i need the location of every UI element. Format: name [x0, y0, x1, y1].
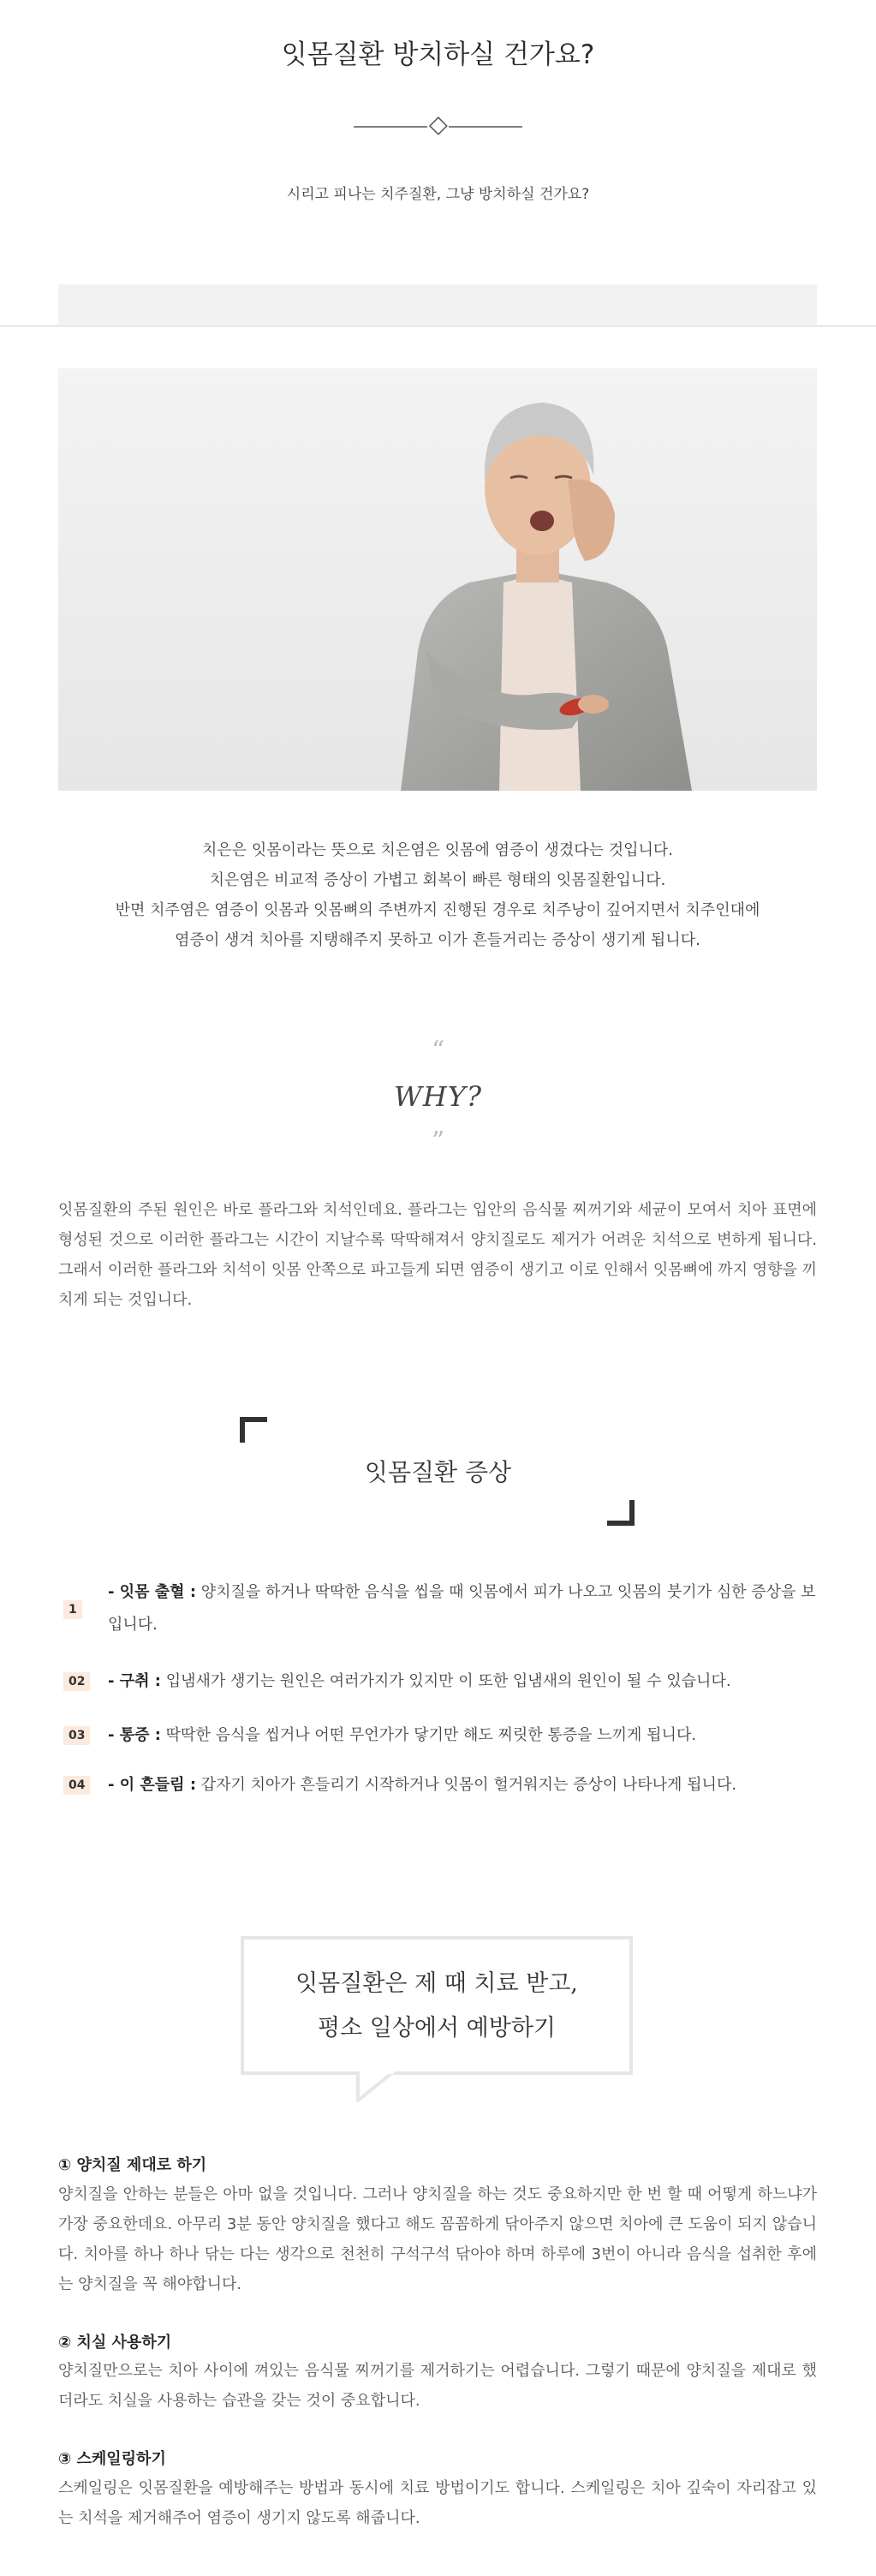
speech-bubble: [241, 1936, 633, 2075]
open-quote-icon: “: [431, 1036, 445, 1066]
elderly-man-toothache-illustration: [58, 368, 817, 791]
tip-body: 양치질만으로는 치아 사이에 껴있는 음식물 찌꺼기를 제거하기는 어렵습니다. 그렇기 때문에 양치질을 제대로 했더라도 치실을 사용하는 습관을 갖는 것이 중요합니다.: [58, 2362, 817, 2410]
intro-line: 반면 치주염은 염증이 잇몸과 잇몸뼈의 주변까지 진행된 경우로 치주낭이 깊어지면서 치주인대에: [115, 901, 760, 919]
bubble-text: [244, 1962, 629, 2051]
symptoms-title: 잇몸질환 증상: [364, 1458, 512, 1486]
symptom-label: - 이 흔들림 :: [108, 1776, 197, 1794]
intro-line: 염증이 생겨 치아를 지탱해주지 못하고 이가 흔들거리는 증상이 생기게 됩니다.: [175, 931, 700, 949]
symptom-text: 딱딱한 음식을 씹거나 어떤 무언가가 닿기만 해도 찌릿한 통증을 느끼게 됩니다.: [160, 1726, 697, 1744]
symptom-number-badge: 02: [63, 1672, 90, 1691]
symptom-label: - 구취 :: [108, 1672, 161, 1690]
bubble-line: 잇몸질환은 제 때 치료 받고,: [295, 1970, 578, 1997]
page-subtitle: 시리고 피나는 치주질환, 그냥 방치하실 건가요?: [286, 186, 590, 203]
intro-paragraph: [58, 835, 817, 955]
diamond-divider-icon: [354, 117, 522, 137]
symptom-label: - 통증 :: [108, 1726, 161, 1744]
bubble-line: 평소 일상에서 예방하기: [318, 2015, 556, 2041]
why-heading: WHY?: [393, 1080, 483, 1113]
tip-title: ② 치실 사용하기: [58, 2334, 172, 2352]
speech-bubble-tail-icon: [356, 2071, 396, 2102]
symptom-number-badge: 03: [63, 1726, 90, 1745]
bracket-bottom-right-icon: [607, 1500, 635, 1526]
tip-body: 스케일링은 잇몸질환을 예방해주는 방법과 동시에 치료 방법이기도 합니다. 스케일링은 치아 깊숙이 자리잡고 있는 치석을 제거해주어 염증이 생기지 않도록 해줍니다.: [58, 2479, 817, 2527]
grey-band: [58, 284, 817, 325]
intro-line: 치은은 잇몸이라는 뜻으로 치은염은 잇몸에 염증이 생겼다는 것입니다.: [201, 841, 674, 859]
close-quote-icon: ”: [431, 1127, 445, 1157]
toothache-photo: [58, 368, 817, 791]
page-title: 잇몸질환 방치하실 건가요?: [281, 39, 595, 70]
symptom-text: 양치질을 하거나 딱딱한 음식을 씹을 때 잇몸에서 피가 나오고 잇몸의 붓기가 심한 증상을 보입니다.: [108, 1583, 816, 1634]
symptom-text: 입냄새가 생기는 원인은 여러가지가 있지만 이 또한 입냄새의 원인이 될 수 있습니다.: [160, 1672, 731, 1690]
tip-title: ③ 스케일링하기: [58, 2450, 166, 2468]
why-paragraph: 잇몸질환의 주된 원인은 바로 플라그와 치석인데요. 플라그는 입안의 음식물 찌꺼기와 세균이 모여서 치아 표면에 형성된 것으로 이러한 플라그는 시간이 지날수록 딱딱해져서 양치질로도 제거가 어려운 치석으로 변하게 됩니다. 그래서 이러한 플라그와 치석이 잇몸 안쪽으로 파고들게 되면 염증이 생기고 이로 인해서 잇몸뼈에 까지 영향을 끼치게 되는 것입니다.: [58, 1201, 817, 1309]
symptom-text: 갑자기 치아가 흔들리기 시작하거나 잇몸이 헐거워지는 증상이 나타나게 됩니다.: [196, 1776, 737, 1794]
intro-line: 치은염은 비교적 증상이 가볍고 회복이 빠른 형태의 잇몸질환입니다.: [209, 871, 666, 889]
symptom-label: - 잇몸 출혈 :: [108, 1583, 197, 1601]
symptom-number-badge: 1: [63, 1600, 82, 1619]
symptom-number-badge: 04: [63, 1776, 90, 1795]
bracket-top-left-icon: [240, 1417, 267, 1443]
tip-title: ① 양치질 제대로 하기: [58, 2156, 207, 2174]
tip-body: 양치질을 안하는 분들은 아마 없을 것입니다. 그러나 양치질을 하는 것도 중요하지만 한 번 할 때 어떻게 하느냐가 가장 중요한데요. 아무리 3분 동안 양치질을 했다고 해도 꼼꼼하게 닦아주지 않으면 치아에 큰 도움이 되지 않습니다. 치아를 하나 하나 닦는 다는 생각으로 천천히 구석구석 닦아야 하며 하루에 3번이 아니라 음식을 섭취한 후에는 양치질을 꼭 해야합니다.: [58, 2185, 817, 2293]
